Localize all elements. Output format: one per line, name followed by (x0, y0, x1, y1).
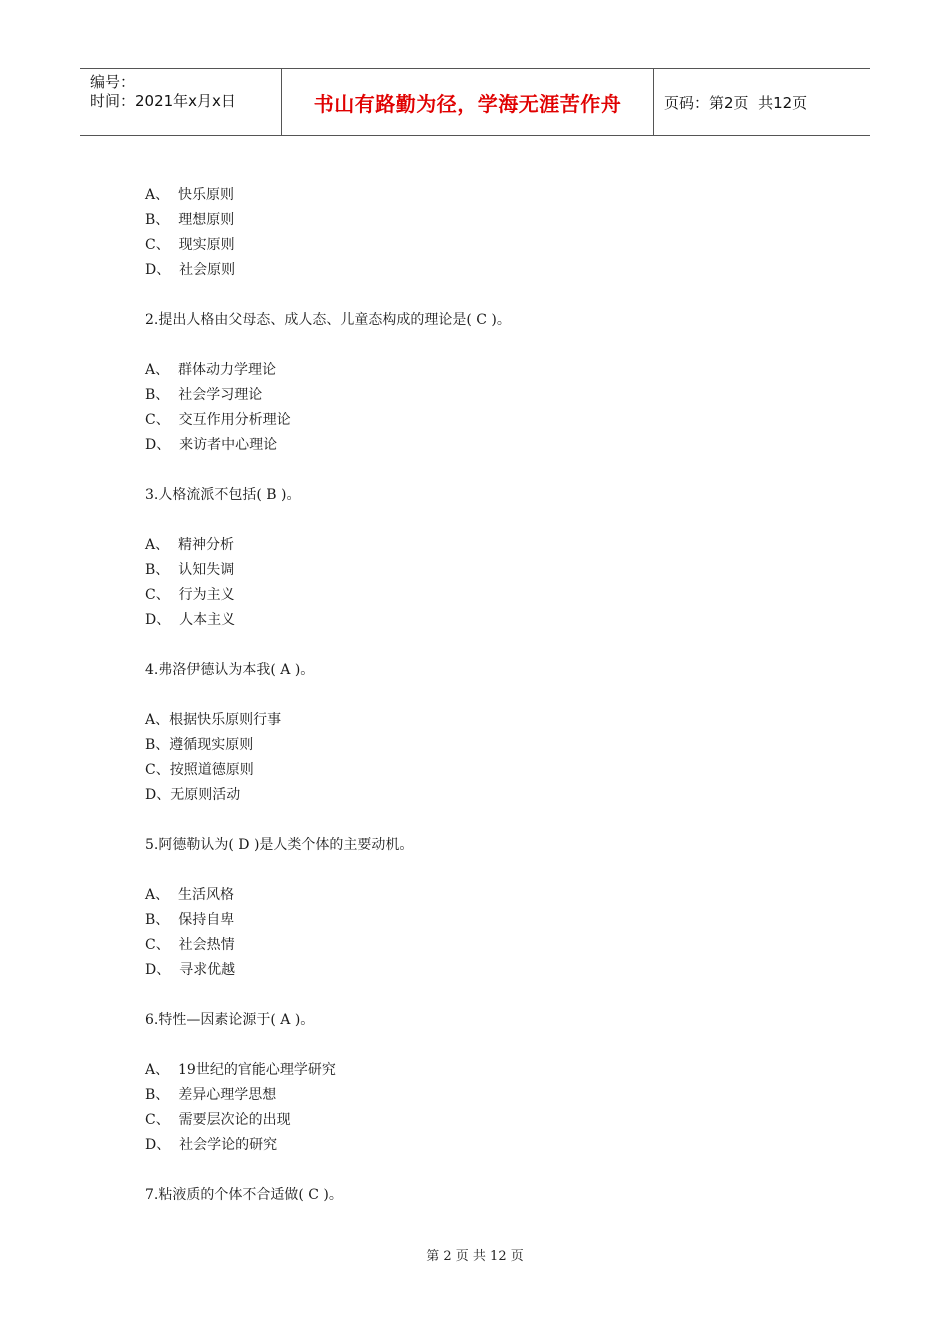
header-page-info (654, 69, 870, 135)
option-a: A、 快乐原则 (145, 187, 235, 203)
question-block (145, 658, 845, 808)
question-text: 7.粘液质的个体不合适做( C )。 (145, 1187, 343, 1203)
option-d: D、 社会原则 (145, 262, 236, 278)
question-block (145, 483, 845, 633)
option-c: C、 需要层次论的出现 (145, 1112, 291, 1128)
document-number-label: 编号： (90, 73, 136, 91)
option-d: D、 寻求优越 (145, 962, 236, 978)
option-a: A、 生活风格 (145, 887, 235, 903)
question-text: 3.人格流派不包括( B )。 (145, 487, 301, 503)
option-b: B、 理想原则 (145, 212, 235, 228)
option-b: B、 差异心理学思想 (145, 1087, 277, 1103)
question-block (145, 183, 845, 283)
option-c: C、 行为主义 (145, 587, 235, 603)
document-date-label: 时间：2021年x月x日 (90, 92, 236, 110)
page-header (80, 68, 870, 136)
option-b: B、 认知失调 (145, 562, 235, 578)
question-text: 5.阿德勒认为( D )是人类个体的主要动机。 (145, 837, 414, 853)
option-a: A、 精神分析 (145, 537, 235, 553)
option-d: D、 社会学论的研究 (145, 1137, 278, 1153)
question-list (145, 183, 845, 1208)
option-b: B、 社会学习理论 (145, 387, 263, 403)
question-block (145, 308, 845, 458)
option-c: C、 交互作用分析理论 (145, 412, 291, 428)
option-a: A、根据快乐原则行事 (145, 712, 282, 728)
option-c: C、 社会热情 (145, 937, 235, 953)
header-meta (80, 69, 282, 135)
option-d: D、 来访者中心理论 (145, 437, 278, 453)
header-motto: 书山有路勤为径，学海无涯苦作舟 (282, 69, 654, 135)
option-d: D、无原则活动 (145, 787, 241, 803)
option-b: B、 保持自卑 (145, 912, 235, 928)
question-block (145, 1183, 845, 1208)
question-text: 2.提出人格由父母态、成人态、儿童态构成的理论是( C )。 (145, 312, 511, 328)
option-a: A、 19世纪的官能心理学研究 (145, 1062, 336, 1078)
question-block (145, 833, 845, 983)
header-page-label: 页码：第2页 共12页 (664, 93, 808, 112)
option-a: A、 群体动力学理论 (145, 362, 277, 378)
question-block (145, 1008, 845, 1158)
option-c: C、 现实原则 (145, 237, 235, 253)
option-b: B、遵循现实原则 (145, 737, 254, 753)
question-text: 4.弗洛伊德认为本我( A )。 (145, 662, 315, 678)
option-c: C、按照道德原则 (145, 762, 254, 778)
page-footer: 第 2 页 共 12 页 (426, 1249, 524, 1264)
option-d: D、 人本主义 (145, 612, 236, 628)
question-text: 6.特性—因素论源于( A )。 (145, 1012, 315, 1028)
